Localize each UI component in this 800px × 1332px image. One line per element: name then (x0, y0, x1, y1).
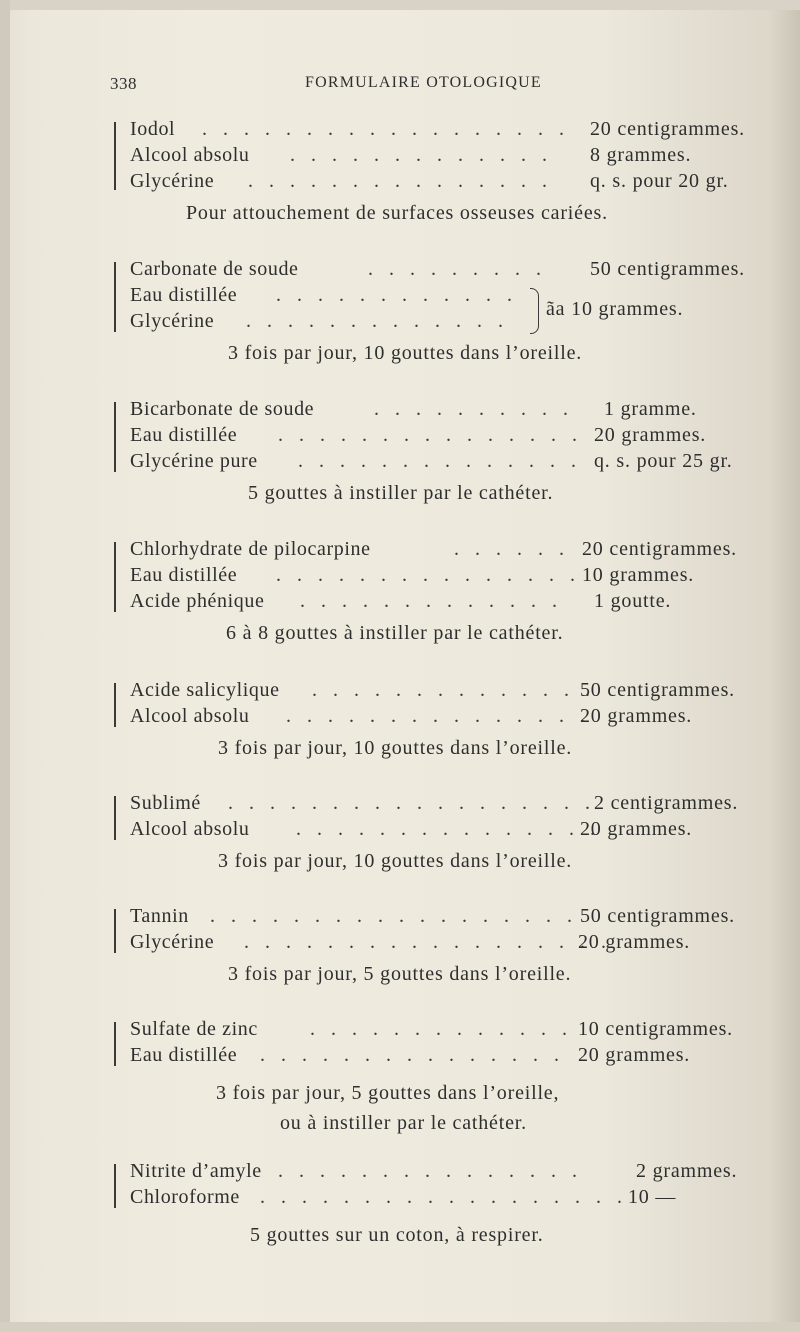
ingredient-name: Bicarbonate de soude (130, 398, 315, 420)
leader-dots: . . . . . . . . . . . . . . . (276, 564, 581, 586)
leader-dots: . . . . . . . . . . . . . . . . . . (260, 1186, 628, 1208)
ingredient-amount: q. s. pour 20 gr. (590, 170, 729, 192)
leader-dots: . . . . . . . . . . . . . . . . . . (210, 905, 578, 927)
ingredient-row (100, 1158, 780, 1184)
ingredient-row (100, 142, 780, 168)
ingredient-name: Eau distillée (130, 1044, 238, 1066)
ingredient-row (100, 1016, 780, 1042)
ingredient-amount: 20 grammes. (578, 931, 691, 953)
leader-dots: . . . . . . . . . . . . . . . (286, 705, 591, 727)
leader-dots: . . . . . . . . . . . . . . . . . . (202, 118, 570, 140)
leader-dots: . . . . . . . . . . . . . . . (296, 818, 601, 840)
page-number: 338 (110, 74, 137, 93)
ingredient-name: Chloroforme (130, 1186, 240, 1208)
formula-sublime (100, 790, 780, 872)
formula-carbonate-de-soude (100, 256, 780, 364)
ingredient-amount: 10 grammes. (582, 564, 695, 586)
ingredient-name: Eau distillée (130, 424, 238, 446)
leader-dots: . . . . . . . . . . . . . . . (278, 424, 583, 446)
ingredient-row (100, 562, 780, 588)
ingredient-row (100, 448, 780, 474)
page-edge-top (0, 0, 800, 10)
leader-dots: . . . . . . . . . . . . . (246, 310, 509, 332)
ingredient-amount: 8 grammes. (590, 144, 692, 166)
ingredient-name: Glycérine (130, 310, 215, 332)
ingredient-amount: 20 grammes. (594, 424, 707, 446)
usage-note: 3 fois par jour, 5 gouttes dans l’oreille, (216, 1082, 560, 1104)
usage-note-continued: ou à instiller par le cathéter. (280, 1112, 527, 1134)
page-edge-bottom (0, 1322, 800, 1332)
shared-amount: ãa 10 grammes. (546, 298, 684, 320)
leader-dots: . . . . . . . . . . . . . . . . . . (244, 931, 612, 953)
ingredient-amount: 10 centigrammes. (578, 1018, 733, 1040)
formula-bicarbonate-de-soude (100, 396, 780, 504)
ingredient-amount: 20 grammes. (578, 1044, 691, 1066)
leader-dots: . . . . . . . . . . . . . . (312, 679, 596, 701)
leader-dots: . . . . . . . . . . . . . . . (248, 170, 553, 192)
leader-dots: . . . . . . . . . . . . (276, 284, 518, 306)
ingredient-row (100, 168, 780, 194)
leader-dots: . . . . . . (454, 538, 570, 560)
ingredient-name: Alcool absolu (130, 144, 250, 166)
ingredient-row (100, 536, 780, 562)
ingredient-name: Eau distillée (130, 564, 238, 586)
ingredient-name: Carbonate de soude (130, 258, 299, 280)
ingredient-amount: 50 centigrammes. (590, 258, 745, 280)
ingredient-row (100, 1042, 780, 1068)
ingredient-row (100, 790, 780, 816)
formula-pilocarpine (100, 536, 780, 644)
ingredient-row (100, 256, 780, 282)
leader-dots: . . . . . . . . . . . . . . . . . . (228, 792, 596, 814)
ingredient-row (100, 703, 780, 729)
page-header (110, 74, 770, 98)
leader-dots: . . . . . . . . . (368, 258, 547, 280)
ingredient-amount: 50 centigrammes. (580, 905, 735, 927)
ingredient-amount: 10 — (628, 1186, 677, 1208)
ingredient-amount: 50 centigrammes. (580, 679, 735, 701)
ingredient-row (100, 116, 780, 142)
ingredient-name: Iodol (130, 118, 176, 140)
usage-note: 3 fois par jour, 10 gouttes dans l’oreille. (218, 850, 573, 872)
leader-dots: . . . . . . . . . . . . . (290, 144, 553, 166)
ingredient-name: Sulfate de zinc (130, 1018, 258, 1040)
ingredient-amount: 1 gramme. (604, 398, 697, 420)
page-edge-left (0, 0, 10, 1332)
usage-note: Pour attouchement de surfaces osseuses cariées. (186, 202, 608, 224)
ingredient-row (100, 422, 780, 448)
ingredient-amount: 1 goutte. (594, 590, 672, 612)
ingredient-row (100, 929, 780, 955)
formula-nitrite-d-amyle (100, 1158, 780, 1246)
usage-note: 3 fois par jour, 10 gouttes dans l’oreille. (218, 737, 573, 759)
ingredient-row (100, 816, 780, 842)
ingredient-row (100, 588, 780, 614)
ingredient-name: Glycérine (130, 931, 215, 953)
ingredient-amount: 20 grammes. (580, 705, 693, 727)
leader-dots: . . . . . . . . . . . . . . (298, 450, 582, 472)
usage-note: 5 gouttes à instiller par le cathéter. (248, 482, 554, 504)
ingredient-name: Alcool absolu (130, 818, 250, 840)
ingredient-name: Sublimé (130, 792, 201, 814)
ingredient-row (100, 1184, 780, 1210)
formula-acide-salicylique (100, 677, 780, 759)
formula-tannin (100, 903, 780, 985)
right-brace (530, 288, 539, 334)
leader-dots: . . . . . . . . . . . . . (310, 1018, 573, 1040)
ingredient-name: Acide phénique (130, 590, 265, 612)
ingredient-amount: 20 centigrammes. (590, 118, 745, 140)
ingredient-name: Tannin (130, 905, 189, 927)
ingredient-name: Acide salicylique (130, 679, 280, 701)
ingredient-name: Nitrite d’amyle (130, 1160, 262, 1182)
ingredient-name: Glycérine pure (130, 450, 258, 472)
ingredient-amount: q. s. pour 25 gr. (594, 450, 733, 472)
ingredient-name: Glycérine (130, 170, 215, 192)
ingredient-amount: 2 grammes. (636, 1160, 738, 1182)
usage-note: 5 gouttes sur un coton, à respirer. (250, 1224, 544, 1246)
ingredient-row (100, 396, 780, 422)
usage-note: 3 fois par jour, 10 gouttes dans l’oreille. (228, 342, 583, 364)
ingredient-amount: 20 centigrammes. (582, 538, 737, 560)
running-title: FORMULAIRE OTOLOGIQUE (305, 74, 542, 91)
usage-note: 6 à 8 gouttes à instiller par le cathéter. (226, 622, 564, 644)
ingredient-row (100, 677, 780, 703)
usage-note: 3 fois par jour, 5 gouttes dans l’oreille. (228, 963, 572, 985)
formula-iodol (100, 116, 780, 224)
ingredient-name: Eau distillée (130, 284, 238, 306)
formula-sulfate-de-zinc (100, 1016, 780, 1134)
leader-dots: . . . . . . . . . . . . . (300, 590, 563, 612)
ingredient-row (100, 903, 780, 929)
leader-dots: . . . . . . . . . . . . . . . (278, 1160, 583, 1182)
leader-dots: . . . . . . . . . . (374, 398, 574, 420)
ingredient-amount: 20 grammes. (580, 818, 693, 840)
leader-dots: . . . . . . . . . . . . . . . (260, 1044, 565, 1066)
ingredient-amount: 2 centigrammes. (594, 792, 739, 814)
ingredient-name: Chlorhydrate de pilocarpine (130, 538, 371, 560)
ingredient-name: Alcool absolu (130, 705, 250, 727)
